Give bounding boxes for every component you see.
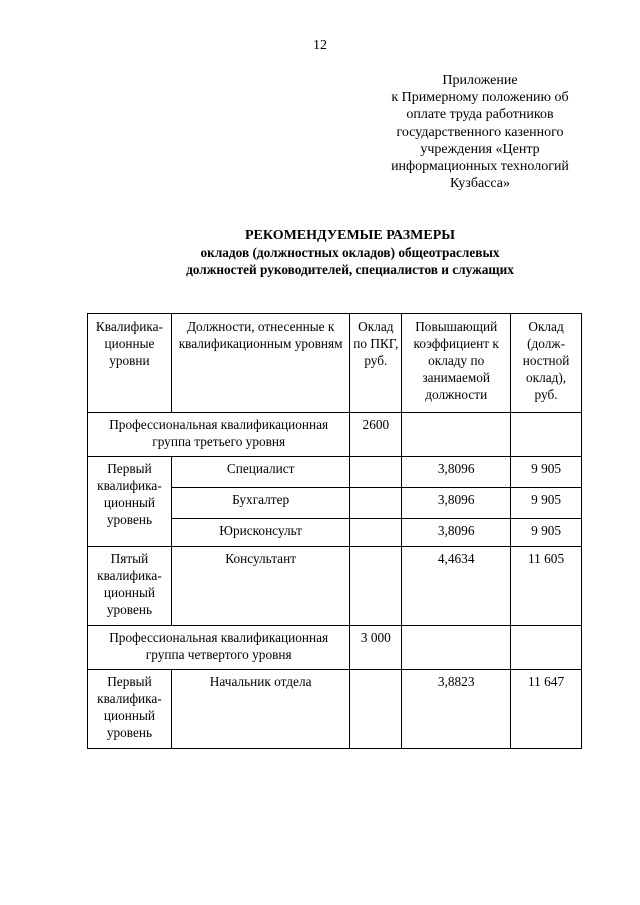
salary-value: 11 605 (511, 547, 582, 626)
table-header-row (88, 314, 582, 413)
table-row (88, 670, 582, 749)
table-row (88, 413, 582, 457)
salary-value: 9 905 (511, 519, 582, 547)
header-coefficient: Повышающий коэффициент к окладу по занимаемой должности (402, 314, 511, 413)
page-number: 12 (313, 38, 327, 53)
header-base-salary: Оклад по ПКГ, руб. (350, 314, 402, 413)
coefficient-value: 3,8823 (402, 670, 511, 749)
coefficient-value: 3,8096 (402, 457, 511, 488)
document-title (60, 227, 640, 278)
header-salary: Оклад (долж-ностной оклад), руб. (511, 314, 582, 413)
position-name: Консультант (171, 547, 350, 626)
group-base-salary: 2600 (350, 413, 402, 457)
appendix-line: государственного казенного (396, 124, 564, 140)
group-name: Профессиональная квалификационная группа третьего уровня (88, 413, 350, 457)
coefficient-value: 3,8096 (402, 519, 511, 547)
salary-value: 11 647 (511, 670, 582, 749)
group-base-salary: 3 000 (350, 626, 402, 670)
title-line-2: окладов (должностных окладов) общеотраслевых (200, 245, 500, 260)
coefficient-value: 4,4634 (402, 547, 511, 626)
appendix-line: оплате труда работников (406, 107, 554, 123)
salary-value: 9 905 (511, 457, 582, 488)
position-name: Начальник отдела (171, 670, 350, 749)
appendix-line: к Примерному положению об (391, 90, 569, 106)
appendix-line: Приложение (442, 73, 518, 88)
table-row (88, 547, 582, 626)
title-line-3: должностей руководителей, специалистов и служащих (186, 262, 514, 277)
qual-level-name: Пятый квалифика-ционный уровень (88, 547, 172, 626)
header-qual-levels: Квалифика-ционные уровни (88, 314, 172, 413)
qual-level-name: Первый квалифика-ционный уровень (88, 457, 172, 547)
appendix-line: учреждения «Центр (420, 141, 540, 157)
salary-value: 9 905 (511, 488, 582, 519)
position-name: Бухгалтер (171, 488, 350, 519)
title-line-1: РЕКОМЕНДУЕМЫЕ РАЗМЕРЫ (245, 228, 455, 243)
table-row (88, 626, 582, 670)
position-name: Специалист (171, 457, 350, 488)
coefficient-value: 3,8096 (402, 488, 511, 519)
position-name: Юрисконсульт (171, 519, 350, 547)
table-row (88, 457, 582, 488)
group-name: Профессиональная квалификационная группа четвертого уровня (88, 626, 350, 670)
header-positions: Должности, отнесенные к квалификационным уровням (171, 314, 350, 413)
appendix-note (360, 72, 600, 192)
salary-table (87, 313, 582, 749)
qual-level-name: Первый квалифика-ционный уровень (88, 670, 172, 749)
appendix-line: информационных технологий (391, 159, 569, 175)
appendix-line: Кузбасса» (450, 176, 510, 192)
